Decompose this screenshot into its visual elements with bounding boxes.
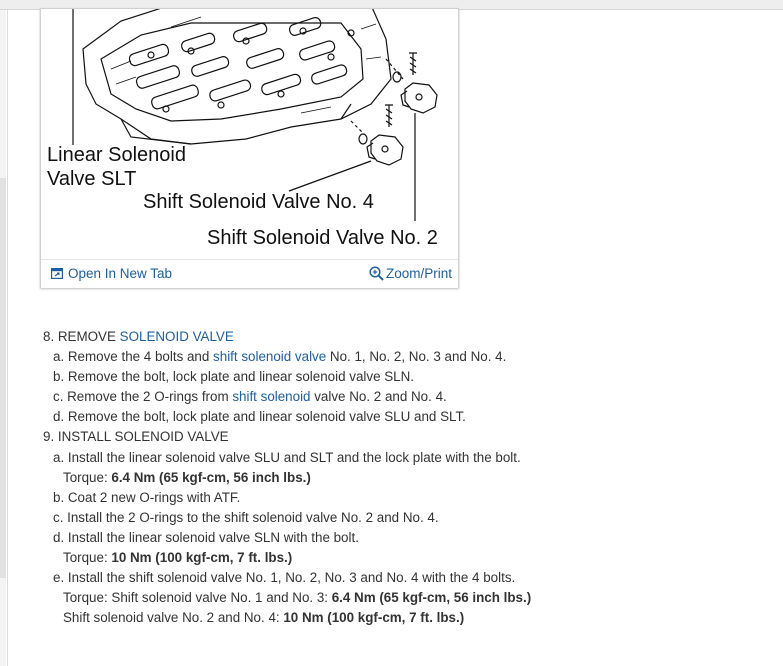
step-9-heading: 9. INSTALL SOLENOID VALVE [43, 429, 229, 445]
shift-solenoid-link[interactable]: shift solenoid [232, 389, 311, 405]
step-8c [43, 387, 773, 407]
step-9e-torque-1 [43, 588, 773, 608]
open-in-new-tab-link[interactable] [51, 266, 172, 281]
step-9a: a. Install the linear solenoid valve SLU and SLT and the lock plate with the bolt. [53, 449, 521, 465]
open-in-new-tab-label: Open In New Tab [68, 266, 173, 281]
document-content [7, 10, 783, 666]
torque-value: 6.4 Nm (65 kgf-cm, 56 inch lbs.) [111, 469, 311, 485]
torque-label: Torque: [63, 550, 112, 566]
step-9e-torque-2 [43, 608, 773, 628]
step-9b: b. Coat 2 new O-rings with ATF. [53, 489, 241, 505]
step-8-heading [43, 327, 773, 347]
step-9a-torque [43, 468, 773, 488]
step-8c-text: c. Remove the 2 O-rings from [53, 389, 233, 405]
step-8d: d. Remove the bolt, lock plate and linear solenoid valve SLU and SLT. [53, 409, 466, 425]
step-8-prefix: 8. REMOVE [43, 329, 120, 344]
step-9e: e. Install the shift solenoid valve No. 1, No. 2, No. 3 and No. 4 with the 4 bolts. [53, 570, 516, 586]
torque-value: 10 Nm (100 kgf-cm, 7 ft. lbs.) [283, 610, 465, 626]
step-8a [43, 347, 773, 367]
step-9d: d. Install the linear solenoid valve SLN with the bolt. [53, 529, 359, 545]
figure-footer [41, 259, 458, 288]
step-8b: b. Remove the bolt, lock plate and linear solenoid valve SLN. [53, 369, 415, 385]
step-9c: c. Install the 2 O-rings to the shift solenoid valve No. 2 and No. 4. [53, 509, 439, 525]
callout-slt-line2: Valve SLT [47, 168, 137, 190]
step-8c-text-end: valve No. 2 and No. 4. [310, 389, 447, 405]
shift-solenoid-valve-link[interactable]: shift solenoid valve [213, 349, 327, 365]
zoom-print-link[interactable] [369, 266, 452, 281]
torque-label: Torque: [63, 469, 112, 485]
open-new-tab-icon [51, 268, 63, 279]
callout-shift-solenoid-4: Shift Solenoid Valve No. 4 [143, 191, 374, 213]
left-scroll-track[interactable] [0, 10, 6, 666]
step-8a-text-end: No. 1, No. 2, No. 3 and No. 4. [326, 349, 507, 365]
callout-slt-line1: Linear Solenoid [47, 144, 186, 166]
callout-shift-solenoid-2: Shift Solenoid Valve No. 2 [207, 227, 438, 249]
valve-body-illustration [41, 9, 458, 259]
torque-label: Torque: Shift solenoid valve No. 1 and No. 3: [63, 590, 332, 606]
zoom-icon [369, 266, 384, 281]
torque-value: 10 Nm (100 kgf-cm, 7 ft. lbs.) [111, 550, 293, 566]
procedure-steps [43, 327, 773, 628]
step-8a-text: a. Remove the 4 bolts and [53, 349, 214, 365]
step-9d-torque [43, 548, 773, 568]
callout-linear-solenoid-slt [47, 143, 186, 191]
zoom-print-label: Zoom/Print [385, 266, 452, 281]
diagram-figure [40, 8, 459, 288]
torque-value: 6.4 Nm (65 kgf-cm, 56 inch lbs.) [331, 590, 532, 606]
solenoid-valve-link[interactable]: SOLENOID VALVE [119, 329, 234, 344]
torque-label: Shift solenoid valve No. 2 and No. 4: [63, 610, 284, 626]
left-scroll-thumb[interactable] [0, 178, 6, 578]
